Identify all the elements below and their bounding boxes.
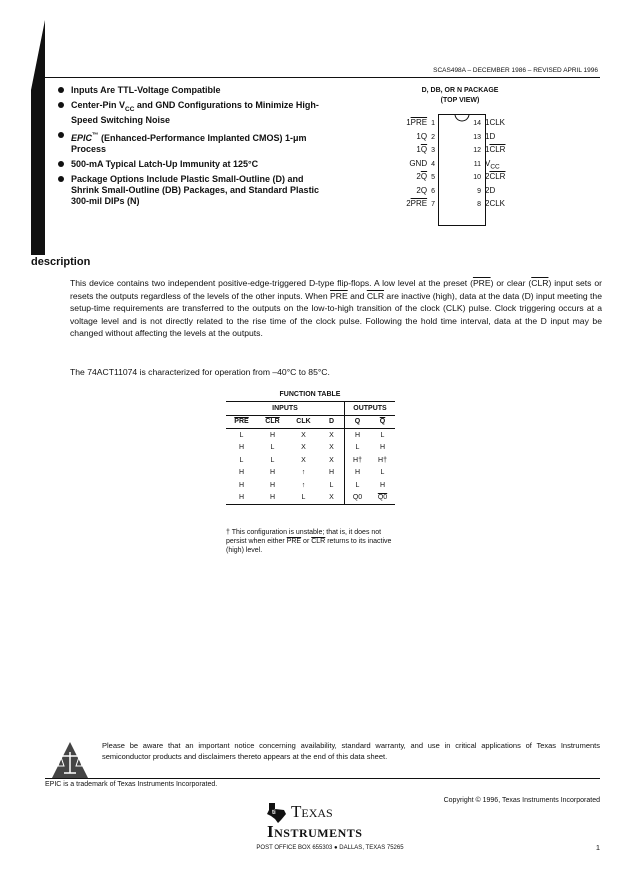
table-cell: L	[239, 431, 244, 439]
header-bar	[31, 90, 45, 255]
table-cell: X	[301, 456, 306, 464]
table-row	[226, 454, 395, 467]
feature-list	[55, 85, 325, 211]
svg-text:ti: ti	[272, 810, 276, 816]
table-cell: L	[288, 492, 319, 505]
table-cell: H	[379, 444, 386, 452]
outputs-header: OUTPUTS	[345, 402, 396, 416]
bullet-icon	[58, 87, 64, 93]
pin-left: $1\overline{PRE}$ 1	[406, 118, 435, 127]
pin-left: GND 4	[409, 158, 435, 168]
trademark-note: EPIC is a trademark of Texas Instruments Incorporated.	[45, 781, 218, 788]
table-cell: L	[355, 444, 360, 452]
table-cell: H	[379, 481, 386, 489]
bullet-icon	[58, 176, 64, 182]
description-paragraph: This device contains two independent positive-edge-triggered D-type flip-flops. A low level at the preset $(\overline{PRE})$ or clear $(\overline{CLR})$ input sets or resets the outputs regardless of the levels of the other inputs. When $\overline{PRE}$ and $\overline{CLR}$ are inactive (high), data at the data (D) input meeting the setup-time requirements are transferred to the outputs on the low-to-high transition of the clock (CLK) pulse. Clock triggering occurs at a voltage level and is not directly related to the rise time of the clock pulse. Following the hold time interval, data at the D input may be changed without affecting the levels at the outputs.	[70, 278, 602, 338]
table-cell: H	[238, 481, 245, 489]
feature-item: 500-mA Typical Latch-Up Immunity at 125°C	[55, 159, 325, 170]
column-header: $\overline{Q}$	[370, 415, 395, 429]
pin-left: $1\overline{Q}$ 3	[416, 145, 435, 154]
header-rule	[45, 77, 600, 78]
table-cell: H	[319, 467, 345, 480]
table-cell: L	[355, 481, 360, 489]
table-row	[226, 479, 395, 492]
table-cell: X	[319, 492, 345, 505]
pin-right: 9 2D	[477, 185, 496, 195]
table-row	[226, 429, 395, 442]
bullet-icon	[58, 161, 64, 167]
table-cell: L	[319, 479, 345, 492]
table-cell: H	[269, 481, 276, 489]
table-cell: H	[354, 431, 361, 439]
table-cell: X	[301, 431, 306, 439]
pin-right: 10 $2\overline{CLR}$	[473, 172, 506, 181]
table-cell: H	[257, 492, 288, 505]
feature-item: Package Options Include Plastic Small-Outline (D) and Shrink Small-Outline (DB) Packages, and Standard Plastic 300-mil DIPs (N)	[55, 174, 325, 207]
table-cell: L	[270, 456, 275, 464]
page-number: 1	[595, 843, 600, 852]
column-header: $\overline{CLR}$	[257, 415, 288, 429]
table-row	[226, 442, 395, 455]
function-table	[226, 401, 395, 505]
table-cell: H	[238, 444, 245, 452]
table-cell: L	[270, 444, 275, 452]
table-cell: X	[301, 444, 306, 452]
pin-left: $2\overline{PRE}$ 7	[406, 199, 435, 208]
pin-right: 8 2CLK	[477, 199, 506, 208]
table-cell: H†	[353, 456, 362, 464]
table-cell: ↑	[301, 469, 306, 477]
copyright: Copyright © 1996, Texas Instruments Incorporated	[443, 797, 600, 804]
column-header: D	[319, 415, 345, 429]
header-bar-taper	[31, 20, 45, 90]
inputs-header: INPUTS	[226, 402, 345, 416]
package-diagram	[395, 86, 525, 208]
footer-rule	[45, 778, 600, 779]
pin-right: 13 1D	[473, 131, 496, 141]
bullet-icon	[58, 132, 64, 138]
bullet-icon	[58, 102, 64, 108]
table-cell: L	[380, 431, 385, 439]
table-cell: X	[319, 442, 345, 455]
logo-line1: Texas	[291, 802, 333, 821]
table-cell: H†	[378, 456, 387, 464]
important-notice: Please be aware that an important notice concerning availability, standard warranty, and use in critical applications of Texas Instruments semiconductor products and disclaimers thereto appears at the end of this data sheet.	[102, 741, 600, 761]
column-header: $\overline{PRE}$	[226, 415, 257, 429]
table-cell: L	[380, 469, 385, 477]
package-title: D, DB, OR N PACKAGE	[421, 87, 499, 94]
table-cell: Q0	[345, 492, 371, 505]
column-header: CLK	[288, 415, 319, 429]
column-header: Q	[345, 415, 371, 429]
table-cell: H	[226, 492, 257, 505]
pin-right: 12 $1\overline{CLR}$	[473, 145, 506, 154]
characterization-text: The 74ACT11074 is characterized for operation from –40°C to 85°C.	[70, 367, 330, 377]
table-cell: Q0	[370, 492, 395, 505]
address: POST OFFICE BOX 655303 ● DALLAS, TEXAS 75265	[256, 845, 404, 851]
table-cell: H	[269, 431, 276, 439]
feature-item: Center-Pin $V_{CC}$ and GND Configurations to Minimize High-Speed Switching Noise	[55, 100, 325, 126]
logo-line2: Instruments	[267, 822, 363, 841]
document-id: SCAS498A – DECEMBER 1986 – REVISED APRIL 1996	[433, 67, 598, 74]
pin-left: $2\overline{Q}$ 5	[416, 172, 435, 181]
pin-right: 11 $V_{CC}$	[473, 158, 500, 171]
table-cell: H	[238, 469, 245, 477]
pin-right: 14 1CLK	[473, 118, 506, 127]
function-table-title: FUNCTION TABLE	[279, 391, 341, 398]
table-cell: L	[239, 456, 244, 464]
texas-state-icon	[265, 802, 287, 824]
pin-left: 2Q 6	[416, 185, 435, 195]
table-footnote: † This configuration is unstable; that is, it does not persist when either $\overline{PRE}$ or $\overline{CLR}$ returns to its inactive (high) level.	[226, 529, 392, 554]
feature-item: Inputs Are TTL-Voltage Compatible	[55, 85, 325, 96]
table-cell: H	[354, 469, 361, 477]
ti-logo	[265, 800, 385, 844]
table-row	[226, 492, 395, 505]
table-cell: H	[269, 469, 276, 477]
section-heading: description	[31, 256, 91, 268]
table-cell: X	[319, 429, 345, 442]
pin-left: 1Q 2	[416, 131, 435, 141]
warning-scales-icon	[50, 740, 90, 780]
table-row	[226, 467, 395, 480]
table-cell: X	[319, 454, 345, 467]
table-cell: ↑	[301, 481, 306, 489]
package-view: (TOP VIEW)	[440, 97, 480, 104]
feature-item: EPIC™ (Enhanced-Performance Implanted CMOS) 1-μm Process	[55, 130, 325, 155]
